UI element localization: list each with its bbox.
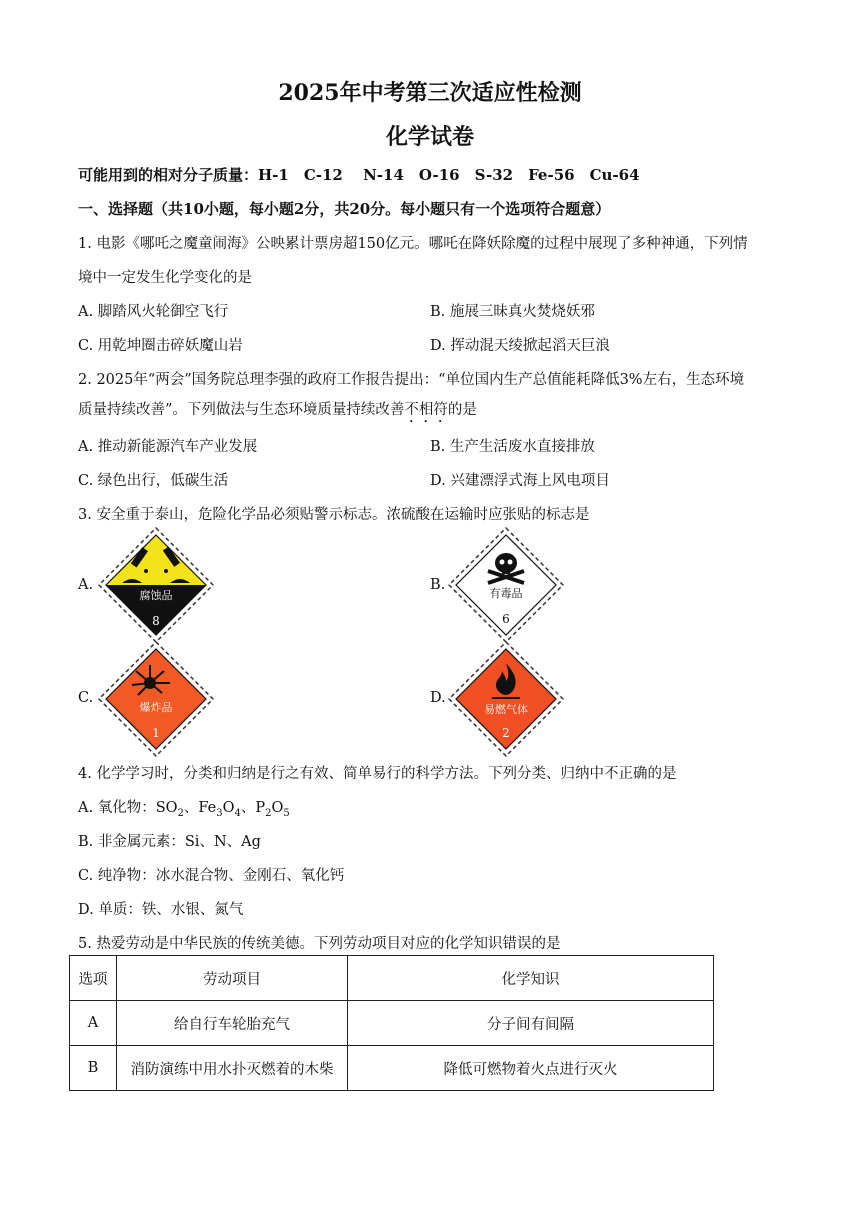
table-row [70, 1001, 714, 1046]
table-header-row [70, 956, 714, 1001]
corrosive-sign-text: 腐蚀品 [139, 589, 173, 602]
toxic-sign [448, 527, 564, 643]
q1-option-a: A. 脚踏风火轮御空飞行 [78, 304, 229, 320]
q4-option-c: C. 纯净物：冰水混合物、金刚石、氧化钙 [78, 868, 345, 884]
q1-option-b: B. 施展三昧真火焚烧妖邪 [430, 304, 595, 320]
q2-option-a: A. 推动新能源汽车产业发展 [78, 439, 258, 455]
q2-stem-line1: 2. 2025年“两会”国务院总理李强的政府工作报告提出：“单位国内生产总值能耗降低3%左右，生态环境 [78, 372, 745, 388]
q3-option-d-letter: D. [430, 690, 446, 706]
toxic-sign-text: 有毒品 [489, 587, 523, 600]
q2-option-c: C. 绿色出行，低碳生活 [78, 473, 229, 489]
q4-option-a: A. 氧化物：$SO_2$、$Fe_3O_4$、$P_2O_5$ [78, 800, 290, 819]
q4-option-d: D. 单质：铁、水银、氮气 [78, 902, 244, 918]
exam-subtitle: 化学试卷 [385, 124, 474, 150]
q2-stem-emphasis: 不相符 [404, 402, 448, 418]
explosive-sign [98, 641, 214, 757]
q4-stem: 4. 化学学习时，分类和归纳是行之有效、简单易行的科学方法。下列分类、归纳中不正确的是 [78, 766, 677, 782]
q2-stem-post: 的是 [447, 402, 477, 418]
q2-option-d: D. 兴建漂浮式海上风电项目 [430, 473, 610, 489]
toxic-sign-number: 6 [502, 612, 510, 626]
table-cell: 降低可燃物着火点进行灭火 [348, 1046, 714, 1091]
table-header-cell: 选项 [70, 956, 117, 1001]
q3-option-b-letter: B. [430, 577, 446, 593]
corrosive-sign-number: 8 [152, 614, 160, 628]
q1-option-c: C. 用乾坤圈击碎妖魔山岩 [78, 338, 243, 354]
q1-option-d: D. 挥动混天绫掀起滔天巨浪 [430, 338, 610, 354]
q3-option-a-letter: A. [78, 577, 94, 593]
exam-title: 2025年中考第三次适应性检测 [278, 80, 582, 106]
table-header-cell: 劳动项目 [117, 956, 348, 1001]
table-cell: 消防演练中用水扑灭燃着的木柴 [117, 1046, 348, 1091]
section-heading: 一、选择题（共10小题，每小题2分，共20分。每小题只有一个选项符合题意） [78, 200, 611, 218]
q3-option-c-letter: C. [78, 690, 94, 706]
q4-option-a-pre: A. 氧化物：SO [78, 800, 178, 816]
table-row [70, 1046, 714, 1091]
q1-stem-line2: 境中一定发生化学变化的是 [78, 270, 252, 286]
flammable-sign-number: 2 [502, 726, 510, 740]
q3-stem: 3. 安全重于泰山，危险化学品必须贴警示标志。浓硫酸在运输时应张贴的标志是 [78, 507, 590, 523]
explosive-sign-number: 1 [152, 726, 160, 740]
relative-masses: 可能用到的相对分子质量：H-1 C-12 N-14 O-16 S-32 Fe-56 Cu-64 [78, 166, 640, 184]
table-cell: A [70, 1001, 117, 1046]
q2-option-b: B. 生产生活废水直接排放 [430, 439, 595, 455]
corrosive-sign [98, 527, 214, 643]
table-header-cell: 化学知识 [348, 956, 714, 1001]
flammable-sign-text: 易燃气体 [484, 703, 528, 716]
q5-table [69, 955, 714, 1091]
q4-option-b: B. 非金属元素：Si、N、Ag [78, 834, 261, 850]
table-cell: 给自行车轮胎充气 [117, 1001, 348, 1046]
q2-stem-line2 [78, 398, 477, 426]
q2-stem-pre: 质量持续改善”。下列做法与生态环境质量持续改善 [78, 402, 405, 418]
table-cell: B [70, 1046, 117, 1091]
flammable-gas-sign [448, 641, 564, 757]
q1-stem-line1: 1. 电影《哪吒之魔童闹海》公映累计票房超150亿元。哪吒在降妖除魔的过程中展现了多种神通，下列情 [78, 236, 748, 252]
q5-stem: 5. 热爱劳动是中华民族的传统美德。下列劳动项目对应的化学知识错误的是 [78, 936, 561, 952]
table-cell: 分子间有间隔 [348, 1001, 714, 1046]
explosive-sign-text: 爆炸品 [139, 701, 173, 714]
